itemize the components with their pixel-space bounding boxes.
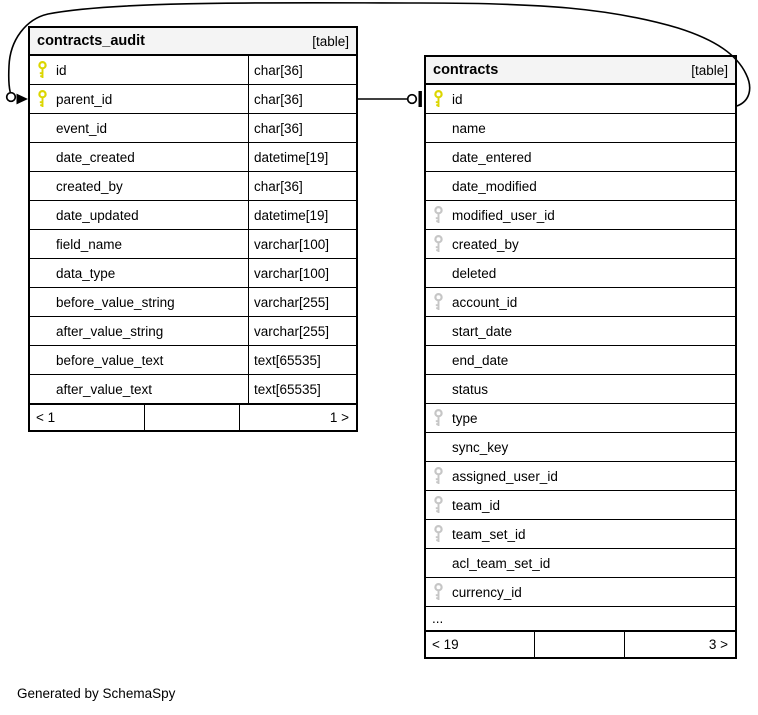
- column-name: team_set_id: [452, 526, 526, 542]
- column-name: event_id: [56, 120, 108, 136]
- column-name: after_value_text: [56, 381, 153, 397]
- column-name: before_value_text: [56, 352, 164, 368]
- footer-middle-cell: [144, 405, 239, 430]
- primary-key-icon: [37, 61, 48, 80]
- column-row: [426, 288, 735, 317]
- column-name: after_value_string: [56, 323, 164, 339]
- column-name: assigned_user_id: [452, 468, 558, 484]
- foreign-key-icon: [433, 206, 444, 225]
- edge-odot-marker: [7, 93, 16, 102]
- column-row: [30, 172, 356, 201]
- column-name: acl_team_set_id: [452, 555, 551, 571]
- column-name: date_modified: [452, 178, 537, 194]
- column-name: date_updated: [56, 207, 139, 223]
- foreign-key-icon: [433, 235, 444, 254]
- column-row: [30, 346, 356, 375]
- foreign-key-icon: [433, 409, 444, 428]
- column-row: [426, 346, 735, 375]
- column-row: [426, 172, 735, 201]
- column-row: [426, 85, 735, 114]
- column-row: [426, 143, 735, 172]
- foreign-key-icon: [433, 467, 444, 486]
- column-name: start_date: [452, 323, 513, 339]
- table-contracts: [424, 55, 737, 659]
- column-name: id: [452, 91, 463, 107]
- primary-key-icon: [433, 90, 444, 109]
- column-name: deleted: [452, 265, 497, 281]
- primary-key-icon: [37, 90, 48, 109]
- edge-odot-marker: [408, 95, 417, 104]
- table-contracts-audit: [28, 26, 358, 432]
- table-name[interactable]: contracts: [433, 62, 499, 78]
- table-badge: [table]: [691, 62, 728, 78]
- table-header: [426, 57, 735, 85]
- column-type: char[36]: [248, 172, 356, 200]
- column-row: [30, 288, 356, 317]
- column-name: date_created: [56, 149, 135, 165]
- column-row: [426, 520, 735, 549]
- column-row: [30, 201, 356, 230]
- column-name: account_id: [452, 294, 518, 310]
- column-row: [426, 114, 735, 143]
- column-name: created_by: [56, 178, 123, 194]
- column-name: currency_id: [452, 584, 522, 600]
- column-type: char[36]: [248, 56, 356, 84]
- column-name: date_entered: [452, 149, 532, 165]
- column-type: char[36]: [248, 114, 356, 142]
- foreign-key-icon: [433, 583, 444, 602]
- table-footer: [426, 631, 735, 657]
- column-row: [30, 317, 356, 346]
- footer-children-count: 3 >: [624, 632, 735, 657]
- generator-credit: Generated by SchemaSpy: [17, 686, 176, 701]
- column-type: varchar[255]: [248, 317, 356, 345]
- column-row: [426, 259, 735, 288]
- column-name: field_name: [56, 236, 123, 252]
- column-name: team_id: [452, 497, 501, 513]
- foreign-key-icon: [433, 496, 444, 515]
- column-row: [426, 578, 735, 607]
- column-name: before_value_string: [56, 294, 175, 310]
- column-row: [30, 143, 356, 172]
- column-type: varchar[100]: [248, 259, 356, 287]
- table-badge: [table]: [312, 33, 349, 49]
- column-type: text[65535]: [248, 375, 356, 403]
- table-header: [30, 28, 356, 56]
- column-row: [426, 549, 735, 578]
- column-row: [30, 230, 356, 259]
- column-type: varchar[100]: [248, 230, 356, 258]
- edge-parent-id-to-id: [356, 91, 422, 107]
- column-name: id: [56, 62, 67, 78]
- column-name: parent_id: [56, 91, 113, 107]
- column-type: datetime[19]: [248, 201, 356, 229]
- column-row: [30, 114, 356, 143]
- column-type: varchar[255]: [248, 288, 356, 316]
- column-row: [426, 433, 735, 462]
- table-name[interactable]: contracts_audit: [37, 33, 145, 49]
- column-name: type: [452, 410, 478, 426]
- edge-arrowhead: [17, 94, 29, 105]
- foreign-key-icon: [433, 293, 444, 312]
- column-name: data_type: [56, 265, 116, 281]
- column-name: sync_key: [452, 439, 509, 455]
- column-row: [426, 201, 735, 230]
- footer-middle-cell: [534, 632, 624, 657]
- column-row: [426, 491, 735, 520]
- column-name: status: [452, 381, 489, 397]
- column-row: [30, 56, 356, 85]
- column-name: end_date: [452, 352, 509, 368]
- column-name: name: [452, 120, 486, 136]
- column-type: text[65535]: [248, 346, 356, 374]
- column-row: [30, 85, 356, 114]
- footer-parents-count: < 19: [432, 637, 459, 652]
- column-row: [426, 404, 735, 433]
- footer-children-count: 1 >: [239, 405, 356, 430]
- column-name: modified_user_id: [452, 207, 555, 223]
- footer-parents-count: < 1: [36, 410, 56, 425]
- table-footer: [30, 404, 356, 430]
- column-row: [30, 259, 356, 288]
- column-row: [426, 462, 735, 491]
- column-row: [426, 375, 735, 404]
- column-type: datetime[19]: [248, 143, 356, 171]
- column-name: created_by: [452, 236, 519, 252]
- column-row: [426, 230, 735, 259]
- columns-ellipsis: ...: [426, 607, 735, 631]
- column-row: [30, 375, 356, 404]
- foreign-key-icon: [433, 525, 444, 544]
- column-row: [426, 317, 735, 346]
- column-type: char[36]: [248, 85, 356, 113]
- edge-tee-marker: [419, 91, 422, 107]
